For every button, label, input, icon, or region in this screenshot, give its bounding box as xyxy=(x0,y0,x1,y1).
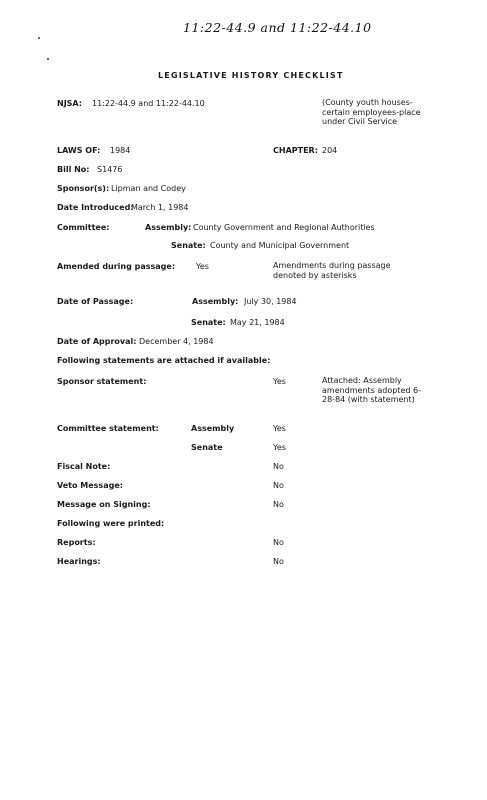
reports-label: Reports: xyxy=(57,538,96,547)
passage-senate-label: Senate: xyxy=(191,318,226,327)
committee-assembly-value: County Government and Regional Authorities xyxy=(193,223,375,232)
chapter-label: CHAPTER: xyxy=(273,146,318,155)
amended-label: Amended during passage: xyxy=(57,262,176,271)
hearings-label: Hearings: xyxy=(57,557,101,566)
handwritten-header: 11:22-44.9 and 11:22-44.10 xyxy=(183,20,372,35)
message-on-signing-value: No xyxy=(273,500,284,509)
njsa-note: (County youth houses-certain employees-place under Civil Service xyxy=(322,98,421,126)
fiscal-note-value: No xyxy=(273,462,284,471)
committee-senate-label: Senate: xyxy=(171,241,206,250)
committee-statement-senate-value: Yes xyxy=(273,443,286,452)
following-attached-heading: Following statements are attached if available: xyxy=(57,356,271,365)
sponsor-statement-value: Yes xyxy=(273,377,286,386)
date-of-approval-value: December 4, 1984 xyxy=(139,337,214,346)
laws-of-label: LAWS OF: xyxy=(57,146,101,155)
committee-statement-assembly-value: Yes xyxy=(273,424,286,433)
fiscal-note-label: Fiscal Note: xyxy=(57,462,111,471)
passage-assembly-value: July 30, 1984 xyxy=(244,297,297,306)
committee-statement-senate-label: Senate xyxy=(191,443,223,452)
committee-label: Committee: xyxy=(57,223,110,232)
following-printed-heading: Following were printed: xyxy=(57,519,165,528)
committee-senate-value: County and Municipal Government xyxy=(210,241,350,250)
date-of-approval-label: Date of Approval: xyxy=(57,337,137,346)
sponsors-value: Lipman and Codey xyxy=(111,184,186,193)
sponsors-label: Sponsor(s): xyxy=(57,184,110,193)
passage-senate-value: May 21, 1984 xyxy=(230,318,285,327)
sponsor-statement-note: Attached: Assembly amendments adopted 6-28-84 (with statement) xyxy=(322,376,422,404)
sponsor-statement-label: Sponsor statement: xyxy=(57,377,147,386)
message-on-signing-label: Message on Signing: xyxy=(57,500,151,509)
laws-of-value: 1984 xyxy=(110,146,131,155)
chapter-value: 204 xyxy=(322,146,338,155)
date-introduced-value: March 1, 1984 xyxy=(131,203,189,212)
date-of-passage-label: Date of Passage: xyxy=(57,297,134,306)
hearings-value: No xyxy=(273,557,284,566)
date-introduced-label: Date Introduced: xyxy=(57,203,134,212)
amended-value: Yes xyxy=(196,262,209,271)
committee-assembly-label: Assembly: xyxy=(145,223,192,232)
bill-no-value: S1476 xyxy=(97,165,123,174)
veto-message-label: Veto Message: xyxy=(57,481,123,490)
scan-speck xyxy=(38,37,40,39)
veto-message-value: No xyxy=(273,481,284,490)
passage-assembly-label: Assembly: xyxy=(192,297,239,306)
bill-no-label: Bill No: xyxy=(57,165,90,174)
page-title: LEGISLATIVE HISTORY CHECKLIST xyxy=(158,71,344,80)
amended-note: Amendments during passage denoted by asterisks xyxy=(273,261,391,280)
njsa-value: 11:22-44.9 and 11:22-44.10 xyxy=(92,99,205,108)
reports-value: No xyxy=(273,538,284,547)
scan-speck xyxy=(47,58,49,60)
njsa-label: NJSA: xyxy=(57,99,82,108)
committee-statement-label: Committee statement: xyxy=(57,424,159,433)
committee-statement-assembly-label: Assembly xyxy=(191,424,235,433)
